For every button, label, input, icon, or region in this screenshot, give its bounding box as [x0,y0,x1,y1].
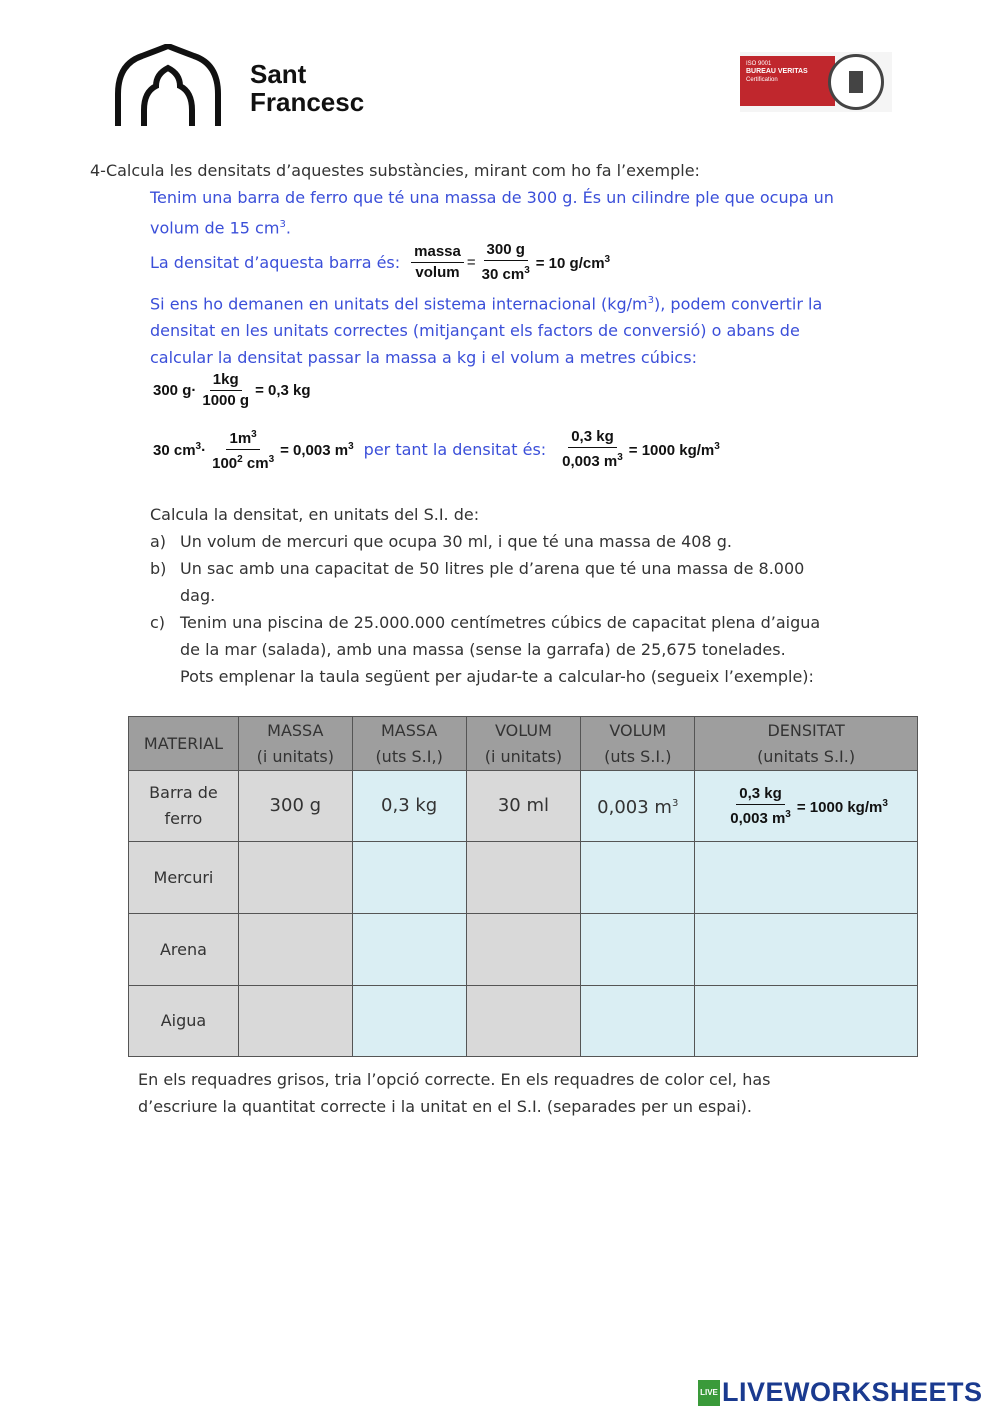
f3-denominator [209,450,277,474]
header-massa-sub: (i unitats) [256,746,335,766]
table-row [129,914,918,986]
cert-seal-icon [828,54,884,110]
si-line1-sup: 3 [647,295,654,306]
table-row [129,842,918,914]
aigua-volum-select[interactable] [466,986,581,1057]
aigua-massa-select[interactable] [238,986,352,1057]
header-massa-text: MASSA [267,720,324,740]
header-volum-si-text: VOLUM [609,720,667,740]
example-paragraph [150,184,834,241]
arena-volum-select[interactable] [466,914,581,986]
density-table [128,716,918,1057]
arena-massa-select[interactable] [238,914,352,986]
arena-densitat-input[interactable] [695,914,918,986]
item-c-line2: de la mar (salada), amb una massa (sense la garrafa) de 25,675 tonelades. [180,640,786,659]
per-tant-text: per tant la densitat és: [363,440,547,459]
instructions-line-2: d’escriure la quantitat correcte i la unitat en el S.I. (separades per un espai). [138,1097,752,1116]
item-a-label: a) [150,532,167,551]
header-densitat-sub: (unitats S.I.) [757,746,856,766]
example-dens-num: 0,3 kg [736,784,785,805]
f3-num-text: 1m [229,430,252,447]
example-dens-result [797,791,888,821]
f1-numerator: massa [411,242,464,263]
mercuri-volum-select[interactable] [466,842,581,914]
f2-denominator: 1000 g [202,392,250,409]
instructions-line-1: En els requadres grisos, tria l’opció correcte. En els requadres de color cel, has [138,1070,771,1089]
example-volume-sup: 3 [279,219,286,230]
row-mercuri-material [129,842,239,914]
f3-lead: 30 $cm^3\cdot$ [153,440,207,459]
example-volum-si-text: 0,003 m [597,797,672,818]
cert-line1: ISO 9001 [746,61,772,67]
f3-num-sup: 3 [251,429,257,440]
si-line-3: calcular la densitat passar la massa a kg i el volum a metres cúbics: [150,348,697,368]
item-c-label: c) [150,613,166,632]
volume-conversion-line [153,425,720,474]
arch-logo-icon [112,44,224,130]
calc-intro: Calcula la densitat, en unitats del S.I. de: [150,505,480,524]
cert-label [740,56,835,106]
f3-numerator [226,425,259,450]
f1-equals: = [466,254,476,271]
item-c-line3: Pots emplenar la taula següent per ajudar-te a calcular-ho (segueix l’exemple): [180,667,814,686]
exercise-number: 4- [90,161,106,180]
mercuri-volum-si-input[interactable] [581,842,695,914]
instructions [138,1066,770,1120]
row-mercuri-label: Mercuri [153,867,214,887]
example-massa-si [352,771,466,842]
header-densitat-text: DENSITAT [767,720,845,740]
f3-lead-sup: 3 [195,440,202,452]
item-c [150,609,920,690]
school-logo [112,44,224,130]
header-massa-si [352,717,466,771]
school-name [250,60,364,116]
f3-den-b: cm [242,455,269,472]
f3-result-text: = 0,003 m [280,441,349,459]
item-b-line1: Un sac amb una capacitat de 50 litres ple d’arena que té una massa de 8.000 [180,559,805,578]
item-b-line2: dag. [180,586,216,605]
table-row [129,986,918,1057]
mass-conversion-formula [153,370,311,411]
example-volum-si [581,771,695,842]
example-dens-result-sup: 3 [882,798,888,809]
row-aigua-label: Aigua [160,1011,207,1030]
f1-denominator-2 [479,261,533,285]
example-massa-text: 300 g [269,795,322,816]
aigua-volum-si-input[interactable] [581,986,695,1057]
density-formula-line [150,240,610,285]
f3-result [280,441,354,459]
volume-conversion-formula [153,425,354,474]
f1-denominator: volum [415,264,460,281]
f3-den-sup2: 2 [237,454,243,465]
header-massa-si-sub: (uts S.I,) [375,746,443,766]
f3-result-sup: 3 [348,440,354,452]
row-arena-label: Arena [159,939,207,959]
aigua-massa-si-input[interactable] [352,986,466,1057]
si-line1-a: Si ens ho demanen en unitats del sistema internacional (kg/m [150,294,648,314]
si-line1-b: ), podem convertir la [654,294,823,314]
aigua-densitat-input[interactable] [695,986,918,1057]
f1-numerator-2: 300 g [484,240,528,261]
header-densitat [695,717,918,771]
density-intro: La densitat d’aquesta barra és: [150,253,401,272]
mercuri-densitat-input[interactable] [695,842,918,914]
f3-den-a: 100 [212,455,238,472]
example-volume-text: volum de 15 cm [150,218,280,238]
f3-den-sup3: 3 [268,454,275,465]
school-name-line2: Francesc [250,87,365,117]
table-row-example [129,771,918,842]
density-formula [408,240,610,285]
f2-lead: 300 g· [153,382,197,399]
example-material [129,771,239,842]
calc-list [150,501,920,690]
header-material [129,717,239,771]
mercuri-massa-si-input[interactable] [352,842,466,914]
table-header-row [129,717,918,771]
item-b-label: b) [150,559,167,578]
f1-result-text: = 10 g/cm [535,254,605,272]
item-b [150,555,920,609]
si-paragraph [150,287,822,371]
f1-result-sup: 3 [604,253,611,265]
header-volum-text: VOLUM [495,720,552,740]
example-dens-den-sup: 3 [785,808,791,820]
f3-lead-text: 30 cm [153,441,196,459]
f4-result-text: = 1000 kg/m [628,441,715,459]
f4-den-sup: 3 [617,452,623,463]
f4-result-sup: 3 [714,440,720,452]
certification-badge [740,52,892,112]
arena-massa-si-input[interactable] [352,914,466,986]
example-line-1: Tenim una barra de ferro que té una massa de 300 g. És un cilindre ple que ocupa un [150,188,834,207]
f1-den2-text: 30 cm [481,266,525,283]
item-c-line1: Tenim una piscina de 25.000.000 centímetres cúbics de capacitat plena d’aigua [180,613,821,632]
example-dens-result-text: = 1000 kg/m [796,799,883,816]
example-massa [238,771,352,842]
exercise-statement-text: Calcula les densitats d’aquestes substàncies, mirant com ho fa l’exemple: [105,161,700,180]
f1-result [536,254,610,272]
example-densitat-formula [695,784,917,829]
example-dens-den-text: 0,003 m [730,809,786,827]
example-volum-text: 30 ml [497,795,550,816]
live-badge-icon [698,1380,720,1406]
liveworksheets-logo[interactable] [698,1377,983,1408]
arena-volum-si-input[interactable] [581,914,695,986]
example-massa-si-text: 0,3 kg [381,795,438,816]
liveworksheets-brand: LIVEWORKSHEETS [722,1377,983,1407]
header-massa [238,717,352,771]
example-material-line2: ferro [164,809,203,828]
example-period: . [285,218,291,238]
density-si-formula [556,427,720,472]
exercise-statement [90,157,700,184]
cert-line2: BUREAU VERITAS [746,68,808,75]
row-arena-material [129,914,239,986]
f2-result: = 0,3 kg [255,382,311,399]
f4-den-text: 0,003 m [562,453,618,470]
example-dens-den [727,805,794,829]
f4-numerator: 0,3 kg [568,427,617,448]
example-line-2 [150,211,834,241]
f1-den2-sup: 3 [524,265,530,276]
school-name-line1: Sant [250,59,307,89]
example-material-line1: Barra de [149,783,218,802]
header-material-text: MATERIAL [143,733,223,753]
item-a [150,528,920,555]
live-badge-text: LIVE [700,1388,718,1397]
header-volum-si-sub: (uts S.I.) [604,746,672,766]
example-volum-si-sup: 3 [671,798,679,809]
example-volum [466,771,581,842]
header-volum-sub: (i unitats) [484,746,563,766]
si-line-1 [150,287,822,317]
header-massa-si-text: MASSA [380,720,438,740]
f4-denominator [559,448,626,472]
item-a-text: Un volum de mercuri que ocupa 30 ml, i que té una massa de 408 g. [180,532,732,551]
f2-numerator: 1kg [210,370,242,391]
f4-result [629,441,720,459]
example-densitat [695,771,918,842]
header-volum-si [581,717,695,771]
header-volum [466,717,581,771]
mercuri-massa-select[interactable] [238,842,352,914]
si-line-2: densitat en les unitats correctes (mitjançant els factors de conversió) o abans de [150,321,800,341]
row-aigua-material [129,986,239,1057]
cert-line3: Certification [746,77,778,83]
